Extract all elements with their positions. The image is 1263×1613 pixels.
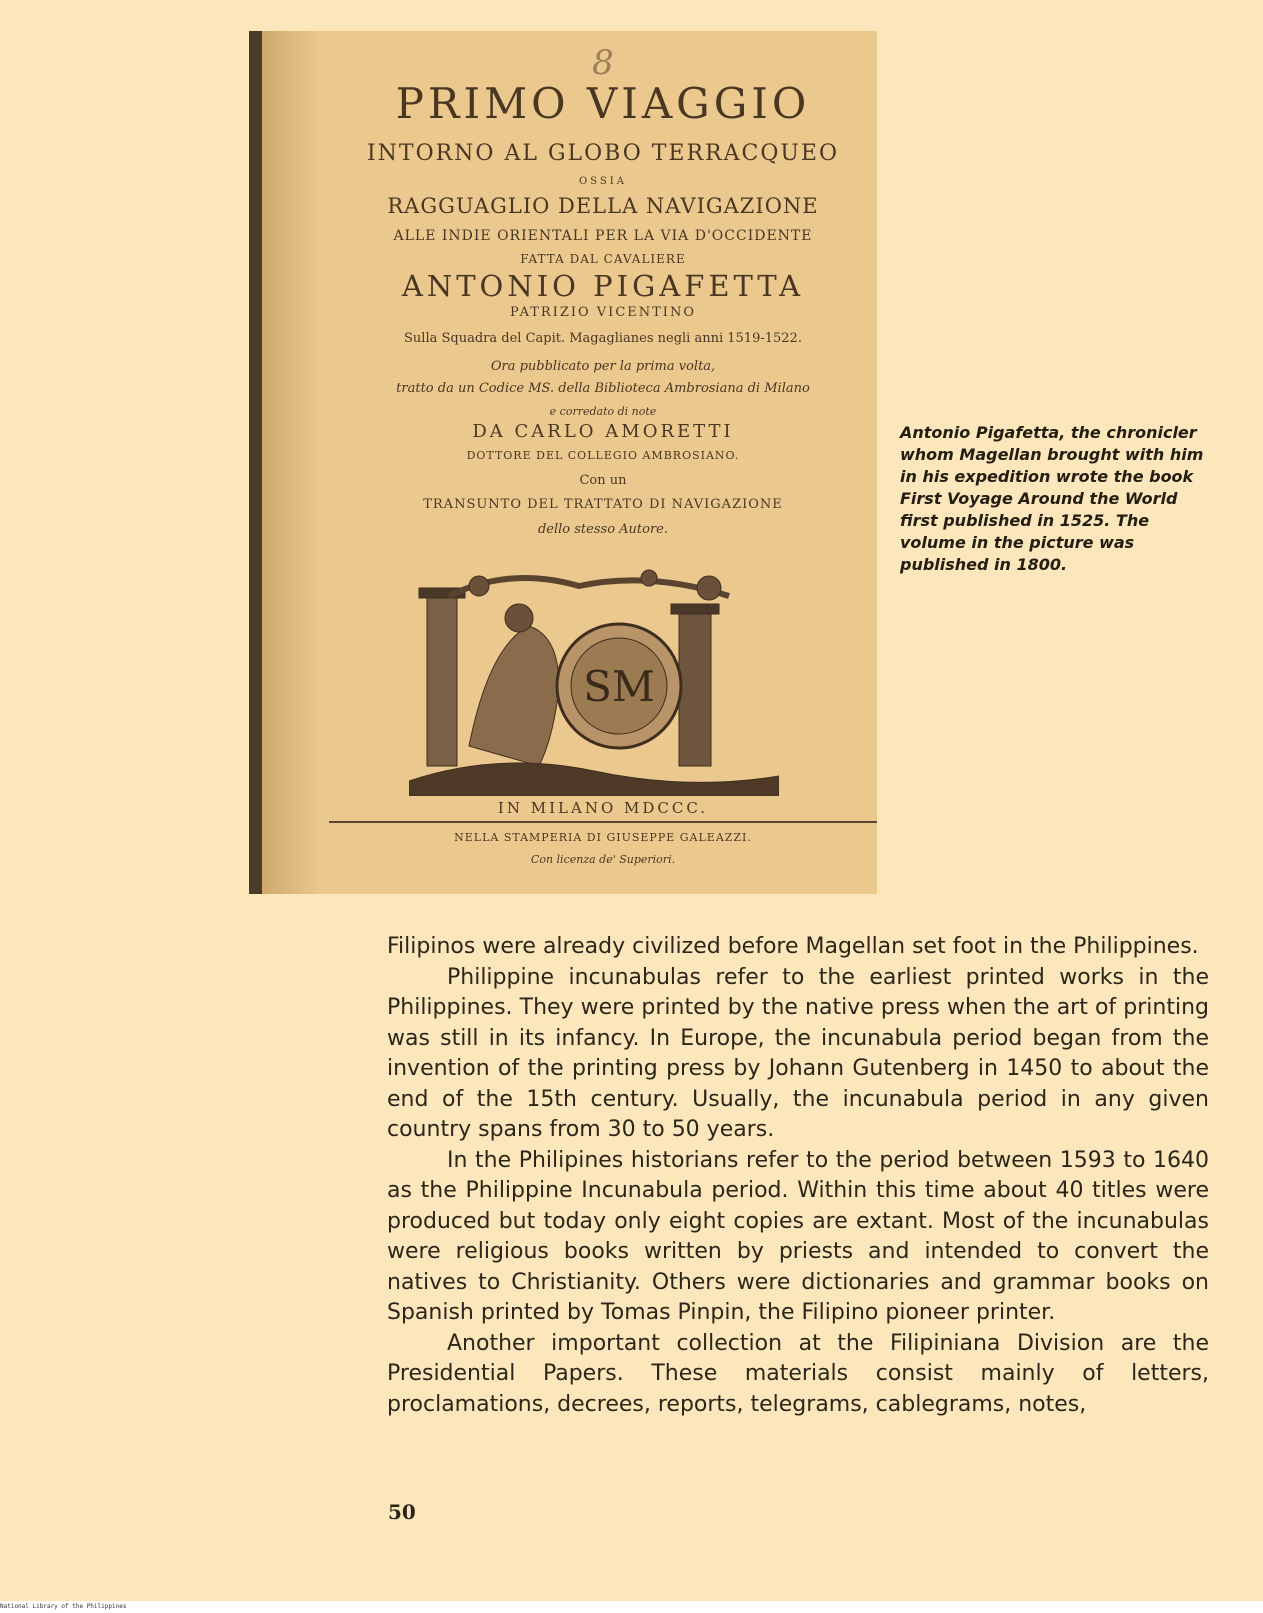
title-page-line: DOTTORE DEL COLLEGIO AMBROSIANO. xyxy=(466,449,740,462)
book-title-page xyxy=(329,41,877,891)
body-text xyxy=(387,932,1209,1420)
footer-credit: National Library of the Philippines xyxy=(0,1603,127,1610)
book-spine-edge xyxy=(249,31,262,894)
title-page-line: ALLE INDIE ORIENTALI PER LA VIA D'OCCIDENTE xyxy=(393,228,813,244)
book-title: PRIMO VIAGGIO xyxy=(395,79,811,128)
paragraph: Filipinos were already civilized before Magellan set foot in the Philippines. xyxy=(387,934,1199,959)
paragraph: Philippine incunabulas refer to the earliest printed works in the Philippines. They were printed by the native press when the art of printing was still in its infancy. In Europe, the incunabula period began from the invention of the printing press by Johann Gutenberg in 1450 to about the end of the 15th century. Usually, the incunabula period in any given country spans from 30 to 50 years. xyxy=(387,964,1209,1142)
imprint-printer: NELLA STAMPERIA DI GIUSEPPE GALEAZZI. xyxy=(454,831,752,844)
title-page-photo xyxy=(249,31,877,894)
title-page-line: OSSIA xyxy=(579,176,627,187)
title-page-line: FATTA DAL CAVALIERE xyxy=(520,252,686,266)
title-page-line: Sulla Squadra del Capit. Magaglianes negli anni 1519-1522. xyxy=(404,331,802,346)
title-page-line: e corredato di note xyxy=(549,405,657,418)
paragraph: In the Philipines historians refer to the period between 1593 to 1640 as the Philippine Incunabula period. Within this time about 40 titles were produced but today only eight copies are extant. Most of the incunabulas were religious books written by priests and intended to convert the natives to Christianity. Others were dictionaries and grammar books on Spanish printed by Tomas Pinpin, the Filipino pioneer printer. xyxy=(387,1147,1209,1325)
book-editor: DA CARLO AMORETTI xyxy=(472,421,734,442)
title-page-line: RAGGUAGLIO DELLA NAVIGAZIONE xyxy=(387,194,819,218)
photo-shadow xyxy=(262,31,322,894)
book-author: ANTONIO PIGAFETTA xyxy=(401,269,805,303)
paragraph: Another important collection at the Filipiniana Division are the Presidential Papers. These materials consist mainly of letters, proclamations, decrees, reports, telegrams, cablegrams, notes, xyxy=(387,1330,1209,1417)
title-page-line: dello stesso Autore. xyxy=(537,522,669,537)
imprint-place: IN MILANO MDCCC. xyxy=(497,799,709,817)
title-page-line: PATRIZIO VICENTINO xyxy=(510,305,696,320)
photo-caption: Antonio Pigafetta, the chronicler whom Magellan brought with him in his expedition wrote the book First Voyage Around the World first published in 1525. The volume in the picture was published in 1800. xyxy=(900,423,1204,574)
title-page-line: Ora pubblicato per la prima volta, xyxy=(490,359,716,374)
page-number: 50 xyxy=(388,1500,416,1524)
title-page-line: TRANSUNTO DEL TRATTATO DI NAVIGAZIONE xyxy=(423,497,783,512)
handwritten-mark: 8 xyxy=(592,43,614,83)
book-subtitle: INTORNO AL GLOBO TERRACQUEO xyxy=(366,141,840,166)
title-page-rule xyxy=(329,821,877,823)
engraved-vignette xyxy=(409,566,779,796)
title-page-line: Con un xyxy=(579,473,627,488)
title-page-line: tratto da un Codice MS. della Biblioteca Ambrosiana di Milano xyxy=(396,381,810,396)
scan-footer-strip xyxy=(0,1601,1263,1613)
imprint-license: Con licenza de' Superiori. xyxy=(530,853,676,866)
svg-text:SM: SM xyxy=(583,662,655,711)
